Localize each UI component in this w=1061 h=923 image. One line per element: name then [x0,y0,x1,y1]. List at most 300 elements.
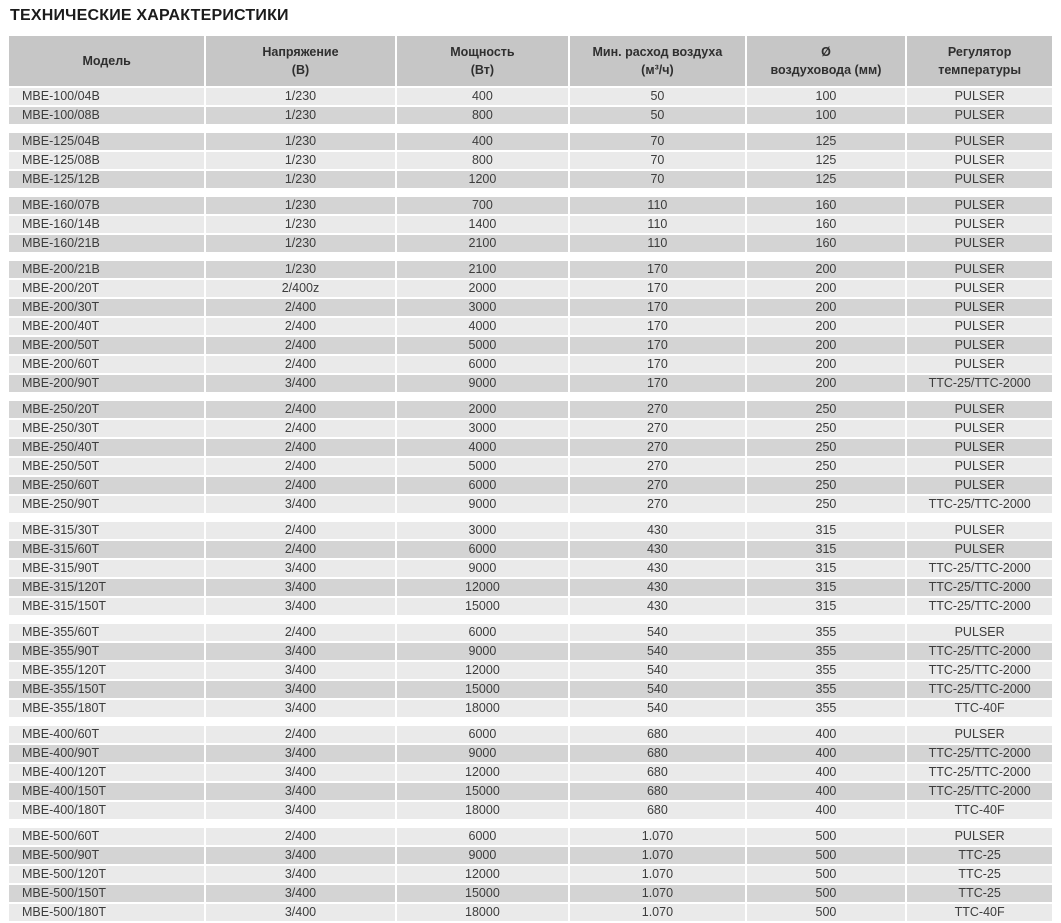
cell-regulator: TTC-25/TTC-2000 [907,496,1052,513]
cell-airflow: 540 [570,700,744,717]
cell-power: 5000 [397,458,569,475]
cell-power: 15000 [397,783,569,800]
header-cell-diameter: Ø воздуховода (мм) [747,36,906,86]
cell-regulator: PULSER [907,107,1052,124]
table-row [9,802,1052,819]
cell-power: 6000 [397,356,569,373]
cell-airflow: 430 [570,541,744,558]
table-row [9,439,1052,456]
cell-airflow: 270 [570,420,744,437]
table-row [9,522,1052,539]
cell-airflow: 1.070 [570,847,744,864]
cell-regulator: PULSER [907,88,1052,105]
cell-power: 400 [397,133,569,150]
cell-voltage: 3/400 [206,643,394,660]
cell-model: MBE-160/07B [9,197,204,214]
cell-model: MBE-400/150T [9,783,204,800]
cell-airflow: 50 [570,88,744,105]
cell-diameter: 500 [747,866,906,883]
cell-model: MBE-355/180T [9,700,204,717]
cell-airflow: 680 [570,783,744,800]
cell-model: MBE-160/14B [9,216,204,233]
cell-regulator: TTC-25/TTC-2000 [907,783,1052,800]
cell-regulator: TTC-25/TTC-2000 [907,560,1052,577]
table-row [9,375,1052,392]
cell-diameter: 200 [747,337,906,354]
cell-diameter: 200 [747,280,906,297]
cell-voltage: 2/400 [206,624,394,641]
cell-airflow: 170 [570,261,744,278]
cell-model: MBE-200/21B [9,261,204,278]
table-row [9,541,1052,558]
cell-power: 6000 [397,828,569,845]
cell-diameter: 355 [747,681,906,698]
cell-power: 4000 [397,439,569,456]
cell-regulator: TTC-40F [907,904,1052,921]
table-row [9,579,1052,596]
cell-power: 12000 [397,866,569,883]
cell-power: 9000 [397,375,569,392]
cell-model: MBE-100/04B [9,88,204,105]
cell-voltage: 2/400 [206,337,394,354]
cell-regulator: TTC-40F [907,700,1052,717]
cell-voltage: 2/400 [206,401,394,418]
cell-voltage: 3/400 [206,783,394,800]
cell-regulator: PULSER [907,133,1052,150]
table-row [9,662,1052,679]
cell-voltage: 2/400 [206,420,394,437]
cell-model: MBE-315/120T [9,579,204,596]
cell-diameter: 100 [747,107,906,124]
header-cell-power: Мощность (Вт) [397,36,569,86]
cell-diameter: 355 [747,700,906,717]
cell-airflow: 430 [570,522,744,539]
cell-regulator: PULSER [907,541,1052,558]
cell-power: 15000 [397,598,569,615]
table-row [9,847,1052,864]
table-row [9,700,1052,717]
cell-model: MBE-355/90T [9,643,204,660]
cell-power: 800 [397,152,569,169]
cell-diameter: 400 [747,745,906,762]
table-row [9,420,1052,437]
cell-voltage: 2/400 [206,318,394,335]
cell-regulator: PULSER [907,235,1052,252]
cell-diameter: 250 [747,401,906,418]
cell-airflow: 430 [570,579,744,596]
cell-model: MBE-315/150T [9,598,204,615]
cell-model: MBE-200/60T [9,356,204,373]
cell-airflow: 680 [570,764,744,781]
table-row [9,216,1052,233]
cell-model: MBE-125/08B [9,152,204,169]
cell-regulator: TTC-25 [907,885,1052,902]
cell-diameter: 400 [747,802,906,819]
cell-voltage: 3/400 [206,885,394,902]
cell-voltage: 3/400 [206,802,394,819]
cell-diameter: 355 [747,624,906,641]
cell-power: 1200 [397,171,569,188]
cell-airflow: 270 [570,458,744,475]
cell-power: 12000 [397,764,569,781]
cell-diameter: 200 [747,261,906,278]
cell-model: MBE-500/60T [9,828,204,845]
cell-airflow: 680 [570,726,744,743]
cell-diameter: 200 [747,318,906,335]
cell-power: 9000 [397,643,569,660]
table-row [9,299,1052,316]
cell-diameter: 250 [747,477,906,494]
cell-diameter: 125 [747,152,906,169]
group-separator [9,124,1052,131]
table-row [9,885,1052,902]
spec-table [9,36,1052,921]
cell-power: 18000 [397,904,569,921]
cell-power: 15000 [397,681,569,698]
table-row [9,598,1052,615]
table-row [9,726,1052,743]
cell-airflow: 170 [570,299,744,316]
cell-power: 2000 [397,401,569,418]
cell-voltage: 3/400 [206,866,394,883]
cell-voltage: 1/230 [206,216,394,233]
cell-voltage: 1/230 [206,261,394,278]
table-body [9,88,1052,921]
header-cell-voltage: Напряжение (В) [206,36,394,86]
cell-airflow: 50 [570,107,744,124]
cell-voltage: 2/400 [206,522,394,539]
table-row [9,280,1052,297]
cell-regulator: PULSER [907,216,1052,233]
table-row [9,235,1052,252]
cell-airflow: 1.070 [570,904,744,921]
cell-regulator: PULSER [907,458,1052,475]
table-row [9,152,1052,169]
cell-regulator: PULSER [907,522,1052,539]
cell-power: 9000 [397,847,569,864]
cell-voltage: 2/400 [206,299,394,316]
cell-regulator: TTC-25/TTC-2000 [907,764,1052,781]
cell-regulator: PULSER [907,439,1052,456]
table-row [9,107,1052,124]
group-separator [9,717,1052,724]
cell-voltage: 1/230 [206,235,394,252]
cell-voltage: 1/230 [206,88,394,105]
cell-regulator: PULSER [907,726,1052,743]
cell-airflow: 1.070 [570,866,744,883]
cell-diameter: 500 [747,847,906,864]
table-row [9,866,1052,883]
cell-diameter: 250 [747,420,906,437]
cell-model: MBE-100/08B [9,107,204,124]
cell-airflow: 540 [570,681,744,698]
cell-airflow: 1.070 [570,885,744,902]
table-row [9,745,1052,762]
cell-model: MBE-250/50T [9,458,204,475]
cell-voltage: 3/400 [206,579,394,596]
cell-diameter: 250 [747,496,906,513]
cell-voltage: 2/400 [206,828,394,845]
header-cell-airflow: Мин. расход воздуха (м³/ч) [570,36,744,86]
cell-power: 12000 [397,579,569,596]
cell-airflow: 270 [570,496,744,513]
cell-diameter: 200 [747,375,906,392]
cell-airflow: 170 [570,280,744,297]
cell-diameter: 125 [747,133,906,150]
cell-model: MBE-315/90T [9,560,204,577]
cell-diameter: 200 [747,356,906,373]
cell-voltage: 3/400 [206,496,394,513]
group-separator [9,513,1052,520]
page-title: ТЕХНИЧЕСКИЕ ХАРАКТЕРИСТИКИ [10,7,289,24]
cell-diameter: 500 [747,885,906,902]
cell-voltage: 2/400 [206,477,394,494]
table-row [9,133,1052,150]
group-separator [9,819,1052,826]
cell-voltage: 2/400 [206,439,394,456]
table-row [9,681,1052,698]
group-separator [9,252,1052,259]
cell-power: 400 [397,88,569,105]
cell-model: MBE-200/90T [9,375,204,392]
cell-power: 9000 [397,560,569,577]
table-row [9,401,1052,418]
cell-model: MBE-125/12B [9,171,204,188]
cell-regulator: PULSER [907,401,1052,418]
cell-model: MBE-400/90T [9,745,204,762]
cell-regulator: TTC-25/TTC-2000 [907,375,1052,392]
cell-airflow: 430 [570,598,744,615]
cell-regulator: PULSER [907,477,1052,494]
header-cell-model: Модель [9,36,204,86]
cell-model: MBE-250/20T [9,401,204,418]
cell-airflow: 110 [570,235,744,252]
cell-airflow: 170 [570,375,744,392]
cell-voltage: 1/230 [206,107,394,124]
cell-diameter: 200 [747,299,906,316]
cell-model: MBE-400/180T [9,802,204,819]
table-row [9,318,1052,335]
cell-diameter: 315 [747,598,906,615]
cell-model: MBE-355/150T [9,681,204,698]
cell-voltage: 2/400 [206,356,394,373]
cell-airflow: 540 [570,643,744,660]
cell-power: 3000 [397,420,569,437]
group-separator [9,392,1052,399]
cell-airflow: 270 [570,477,744,494]
cell-regulator: TTC-25/TTC-2000 [907,579,1052,596]
table-row [9,764,1052,781]
cell-airflow: 540 [570,624,744,641]
cell-voltage: 3/400 [206,764,394,781]
table-row [9,643,1052,660]
cell-voltage: 1/230 [206,152,394,169]
cell-voltage: 2/400 [206,726,394,743]
cell-model: MBE-250/30T [9,420,204,437]
cell-diameter: 355 [747,643,906,660]
cell-model: MBE-500/180T [9,904,204,921]
cell-regulator: TTC-25/TTC-2000 [907,598,1052,615]
cell-regulator: PULSER [907,261,1052,278]
cell-voltage: 3/400 [206,847,394,864]
cell-regulator: PULSER [907,356,1052,373]
cell-airflow: 270 [570,439,744,456]
cell-diameter: 400 [747,726,906,743]
cell-airflow: 430 [570,560,744,577]
table-row [9,477,1052,494]
cell-diameter: 315 [747,579,906,596]
table-row [9,496,1052,513]
cell-voltage: 3/400 [206,904,394,921]
cell-regulator: TTC-25 [907,866,1052,883]
cell-diameter: 125 [747,171,906,188]
cell-voltage: 2/400 [206,541,394,558]
cell-voltage: 3/400 [206,598,394,615]
cell-diameter: 400 [747,764,906,781]
group-separator [9,615,1052,622]
cell-voltage: 3/400 [206,700,394,717]
cell-regulator: PULSER [907,318,1052,335]
cell-model: MBE-250/90T [9,496,204,513]
cell-model: MBE-400/60T [9,726,204,743]
cell-regulator: TTC-25/TTC-2000 [907,745,1052,762]
cell-voltage: 3/400 [206,560,394,577]
cell-airflow: 70 [570,152,744,169]
cell-regulator: PULSER [907,337,1052,354]
cell-model: MBE-355/120T [9,662,204,679]
cell-model: MBE-500/90T [9,847,204,864]
cell-power: 4000 [397,318,569,335]
cell-voltage: 3/400 [206,745,394,762]
cell-model: MBE-200/50T [9,337,204,354]
table-row [9,828,1052,845]
cell-power: 9000 [397,496,569,513]
cell-model: MBE-315/60T [9,541,204,558]
cell-voltage: 3/400 [206,662,394,679]
cell-regulator: TTC-25/TTC-2000 [907,681,1052,698]
cell-airflow: 270 [570,401,744,418]
cell-diameter: 250 [747,458,906,475]
cell-power: 6000 [397,726,569,743]
cell-regulator: TTC-40F [907,802,1052,819]
cell-diameter: 500 [747,828,906,845]
cell-diameter: 315 [747,541,906,558]
cell-regulator: TTC-25/TTC-2000 [907,643,1052,660]
table-row [9,197,1052,214]
cell-diameter: 160 [747,197,906,214]
cell-model: MBE-200/30T [9,299,204,316]
cell-power: 9000 [397,745,569,762]
cell-regulator: PULSER [907,171,1052,188]
cell-airflow: 170 [570,337,744,354]
table-row [9,458,1052,475]
cell-regulator: TTC-25/TTC-2000 [907,662,1052,679]
cell-model: MBE-315/30T [9,522,204,539]
header-cell-regulator: Регулятор температуры [907,36,1052,86]
table-row [9,171,1052,188]
cell-power: 2100 [397,235,569,252]
table-row [9,88,1052,105]
cell-power: 6000 [397,624,569,641]
cell-voltage: 1/230 [206,197,394,214]
cell-diameter: 250 [747,439,906,456]
cell-airflow: 680 [570,745,744,762]
cell-power: 2100 [397,261,569,278]
cell-voltage: 2/400 [206,458,394,475]
table-row [9,560,1052,577]
cell-voltage: 3/400 [206,375,394,392]
table-row [9,783,1052,800]
cell-voltage: 3/400 [206,681,394,698]
cell-voltage: 1/230 [206,133,394,150]
cell-model: MBE-400/120T [9,764,204,781]
cell-airflow: 70 [570,171,744,188]
table-row [9,261,1052,278]
cell-regulator: PULSER [907,197,1052,214]
cell-model: MBE-250/60T [9,477,204,494]
cell-model: MBE-160/21B [9,235,204,252]
cell-diameter: 500 [747,904,906,921]
cell-power: 5000 [397,337,569,354]
group-separator [9,188,1052,195]
cell-power: 3000 [397,299,569,316]
cell-airflow: 70 [570,133,744,150]
cell-regulator: TTC-25 [907,847,1052,864]
cell-voltage: 1/230 [206,171,394,188]
cell-power: 18000 [397,802,569,819]
cell-regulator: PULSER [907,299,1052,316]
cell-diameter: 400 [747,783,906,800]
cell-regulator: PULSER [907,624,1052,641]
table-row [9,356,1052,373]
table-header-row [9,36,1052,86]
cell-diameter: 160 [747,235,906,252]
cell-diameter: 355 [747,662,906,679]
cell-power: 3000 [397,522,569,539]
cell-model: MBE-125/04B [9,133,204,150]
cell-power: 6000 [397,477,569,494]
cell-diameter: 160 [747,216,906,233]
cell-model: MBE-500/150T [9,885,204,902]
table-row [9,337,1052,354]
cell-power: 1400 [397,216,569,233]
cell-diameter: 100 [747,88,906,105]
cell-power: 800 [397,107,569,124]
table-row [9,624,1052,641]
cell-regulator: PULSER [907,152,1052,169]
cell-airflow: 1.070 [570,828,744,845]
cell-regulator: PULSER [907,420,1052,437]
cell-airflow: 110 [570,197,744,214]
cell-power: 18000 [397,700,569,717]
cell-power: 15000 [397,885,569,902]
cell-power: 2000 [397,280,569,297]
cell-model: MBE-355/60T [9,624,204,641]
cell-model: MBE-500/120T [9,866,204,883]
cell-diameter: 315 [747,560,906,577]
cell-airflow: 540 [570,662,744,679]
cell-power: 700 [397,197,569,214]
cell-model: MBE-250/40T [9,439,204,456]
cell-airflow: 110 [570,216,744,233]
table-row [9,904,1052,921]
cell-airflow: 170 [570,318,744,335]
cell-power: 12000 [397,662,569,679]
cell-regulator: PULSER [907,280,1052,297]
cell-model: MBE-200/40T [9,318,204,335]
cell-voltage: 2/400z [206,280,394,297]
cell-model: MBE-200/20T [9,280,204,297]
